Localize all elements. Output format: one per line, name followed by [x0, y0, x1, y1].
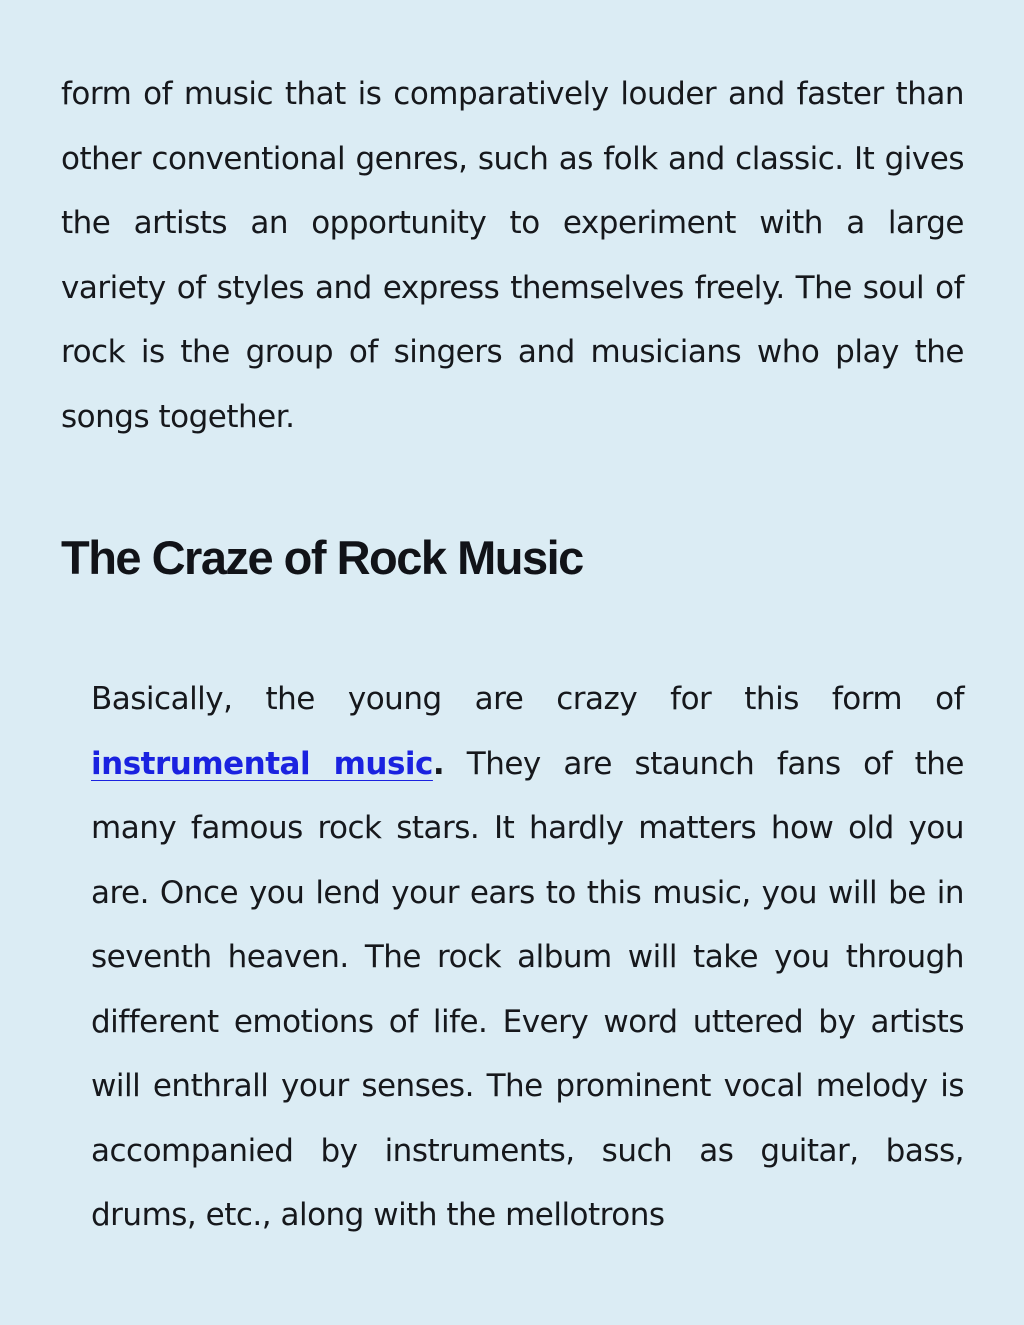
- paragraph-text-before-link: Basically, the young are crazy for this form of: [91, 681, 964, 717]
- link-punctuation: .: [432, 745, 445, 782]
- section-heading: The Craze of Rock Music: [61, 531, 583, 584]
- instrumental-music-link[interactable]: instrumental music: [91, 745, 433, 782]
- intro-paragraph: form of music that is comparatively louder and faster than other conventional genres, such as folk and classic. It gives the artists an opportunity to experiment with a large variety of styles and express themselves freely. The soul of rock is the group of singers and musicians who play the songs together.: [61, 76, 964, 435]
- section-paragraph: [91, 667, 964, 1248]
- paragraph-text-after-link: They are staunch fans of the many famous rock stars. It hardly matters how old you are. Once you lend your ears to this music, you will be in seventh heaven. The rock album will take you through different emotions of life. Every word uttered by artists will enthrall your senses. The prominent vocal melody is accompanied by instruments, such as guitar, bass, drums, etc., along with the mellotrons: [91, 745, 964, 1233]
